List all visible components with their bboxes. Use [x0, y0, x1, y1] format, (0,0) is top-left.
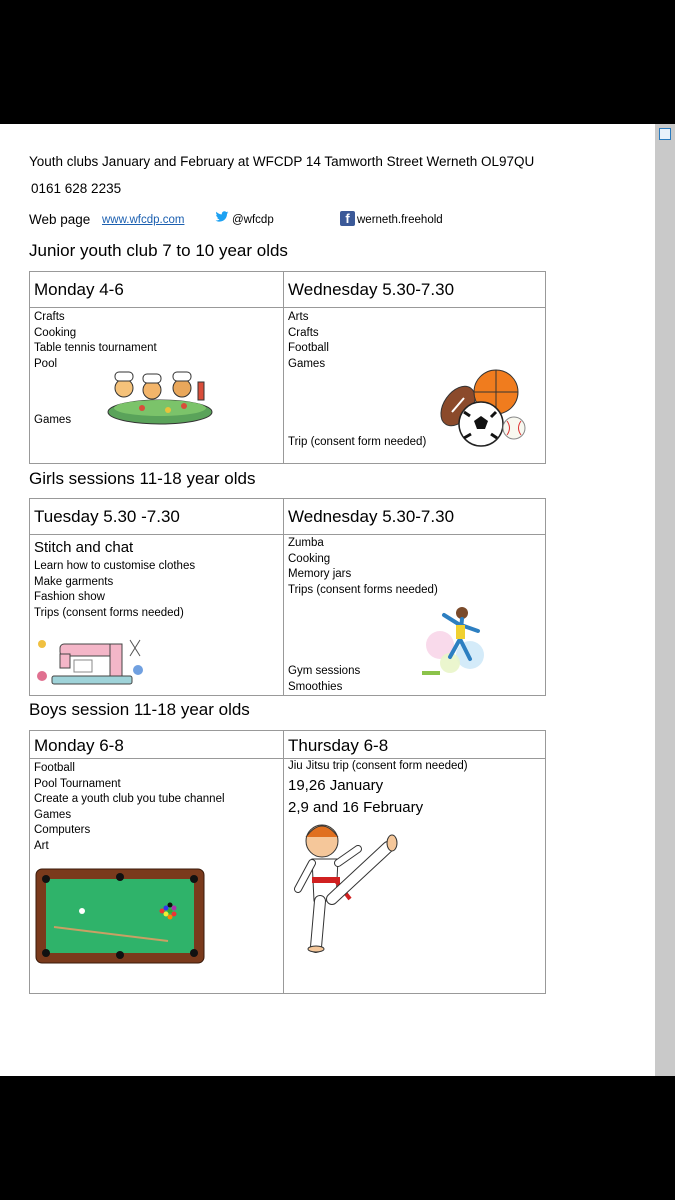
document-page	[0, 124, 655, 1076]
list-item: Jiu Jitsu trip (consent form needed)	[288, 760, 468, 772]
boys-left-header: Monday 6-8	[30, 731, 284, 759]
girls-right-list	[288, 536, 545, 598]
list-item: Smoothies	[288, 680, 343, 693]
boys-table	[29, 730, 546, 994]
karate-boy-image	[292, 819, 402, 954]
list-item: Learn how to customise clothes	[34, 560, 196, 572]
boys-left-cell	[30, 759, 284, 994]
junior-table	[29, 271, 546, 464]
boys-right-lead	[288, 759, 545, 775]
list-item: Table tennis tournament	[34, 342, 157, 355]
list-item: Pool	[34, 357, 58, 370]
pool-table-image	[34, 867, 208, 967]
boys-right-dates	[288, 775, 545, 819]
list-item: Arts	[288, 311, 309, 323]
web-page-label: Web page	[29, 212, 91, 227]
list-item: Memory jars	[288, 568, 352, 581]
facebook-handle: werneth.freehold	[357, 214, 443, 226]
phone-number: 0161 628 2235	[31, 181, 122, 196]
girls-left-cell	[30, 535, 284, 696]
girls-left-header: Tuesday 5.30 -7.30	[30, 499, 284, 535]
junior-left-header: Monday 4-6	[30, 272, 284, 308]
junior-left-cell	[30, 308, 284, 464]
girls-right-cell	[284, 535, 546, 696]
girls-left-lead: Stitch and chat	[34, 539, 134, 556]
list-item: Crafts	[34, 311, 65, 323]
junior-left-extra: Games	[34, 414, 72, 426]
twitter-bird-icon	[215, 210, 229, 228]
boys-left-list	[34, 761, 283, 855]
girls-left-list	[34, 559, 283, 621]
list-item: Games	[34, 808, 72, 821]
list-item: Trips (consent forms needed)	[288, 583, 438, 596]
twitter-handle: @wfcdp	[232, 214, 274, 226]
junior-right-cell	[284, 308, 546, 464]
list-item: Games	[288, 357, 326, 370]
header-title: Youth clubs January and February at WFCDP 14 Tamworth Street Werneth OL97QU	[29, 154, 535, 169]
list-item: Make garments	[34, 575, 114, 588]
list-item: Cooking	[288, 552, 331, 565]
girls-section-title: Girls sessions 11-18 year olds	[29, 469, 256, 488]
list-item: Create a youth club you tube channel	[34, 793, 225, 806]
list-item: Pool Tournament	[34, 777, 121, 790]
list-item: Football	[34, 762, 75, 774]
sewing-machine-image	[34, 630, 146, 688]
website-link[interactable]: www.wfcdp.com	[102, 214, 185, 226]
list-item: Gym sessions	[288, 665, 361, 677]
boys-right-cell	[284, 759, 546, 994]
junior-right-extra: Trip (consent form needed)	[288, 436, 427, 448]
boys-right-header: Thursday 6-8	[284, 731, 546, 759]
list-item: Art	[34, 839, 49, 852]
junior-section-title: Junior youth club 7 to 10 year olds	[29, 241, 288, 260]
sports-balls-image	[434, 368, 529, 453]
junior-right-header: Wednesday 5.30-7.30	[284, 272, 546, 308]
facebook-icon: f	[340, 208, 355, 226]
junior-right-list	[288, 310, 545, 372]
date-line: 19,26 January	[288, 776, 384, 794]
zumba-dancer-image	[420, 601, 494, 681]
list-item: Trips (consent forms needed)	[34, 606, 184, 619]
girls-right-header: Wednesday 5.30-7.30	[284, 499, 546, 535]
girls-table	[29, 498, 546, 696]
date-line: 2,9 and 16 February	[288, 798, 424, 816]
viewer-side-panel	[655, 124, 675, 1076]
girls-right-extra	[288, 664, 360, 695]
list-item: Zumba	[288, 537, 324, 549]
document-icon[interactable]	[659, 128, 671, 140]
boys-section-title: Boys session 11-18 year olds	[29, 700, 250, 719]
list-item: Cooking	[34, 326, 77, 339]
list-item: Football	[288, 342, 329, 355]
list-item: Fashion show	[34, 591, 105, 604]
cooking-children-image	[102, 368, 214, 430]
junior-left-list	[34, 310, 283, 372]
list-item: Computers	[34, 824, 91, 837]
list-item: Crafts	[288, 326, 319, 339]
